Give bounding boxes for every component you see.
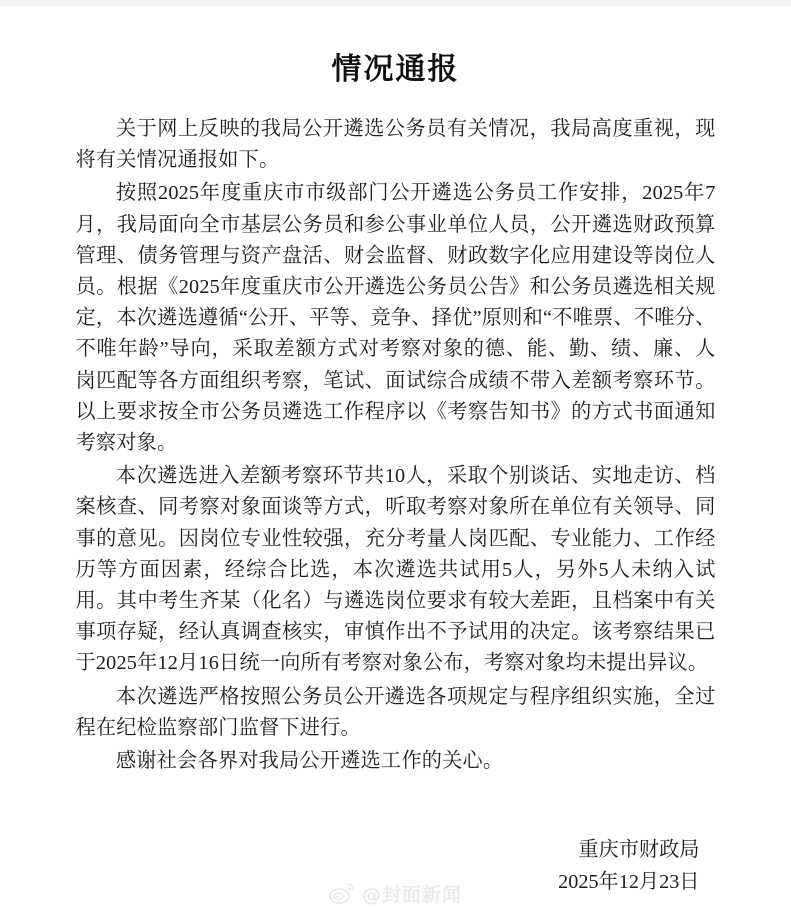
paragraph-5: 感谢社会各界对我局公开遴选工作的关心。	[115, 750, 504, 773]
paragraph-3: 本次遴选进入差额考察环节共10人，采取个别谈话、实地走访、档案核查、同考察对象面谈等方式，听取考察对象所在单位有关领导、同事的意见。因岗位专业性较强，充分考量人岗匹配、专业能力、工作经历等方面因素，经综合比选，本次遴选共试用5人，另外5人未纳入试用。其中考生齐某（化名）与遴选岗位要求有较大差距，且档案中有关事项存疑，经认真调查核实，审慎作出不予试用的决定。该考察结果已于2025年12月16日统一向所有考察对象公布，考察对象均未提出异议。	[75, 465, 716, 675]
watermark	[0, 876, 791, 910]
paragraph-1: 关于网上反映的我局公开遴选公务员有关情况，我局高度重视，现将有关情况通报如下。	[75, 118, 716, 172]
signature-organization: 重庆市财政局	[578, 839, 700, 862]
weibo-logo-icon	[329, 882, 355, 904]
document-page	[0, 6, 791, 910]
signature-date: 2025年12月23日	[558, 870, 700, 893]
page-title: 情况通报	[331, 52, 460, 87]
paragraph-2: 按照2025年度重庆市市级部门公开遴选公务员工作安排，2025年7月，我局面向全市基层公务员和参公事业单位人员，公开遴选财政预算管理、债务管理与资产盘活、财会监督、财政数字化应用建设等岗位人员。根据《2025年度重庆市公开遴选公务员公告》和公务员遴选相关规定，本次遴选遵循“公开、平等、竞争、择优”原则和“不唯票、不唯分、不唯年龄”导向，采取差额方式对考察对象的德、能、勤、绩、廉、人岗匹配等各方面组织考察，笔试、面试综合成绩不带入差额考察环节。以上要求按全市公务员遴选工作程序以《考察告知书》的方式书面通知考察对象。	[75, 182, 716, 455]
paragraph-4: 本次遴选严格按照公务员公开遴选各项规定与程序组织实施，全过程在纪检监察部门监督下进行。	[75, 685, 716, 739]
document-body	[76, 88, 716, 777]
watermark-text: @封面新闻	[361, 883, 462, 906]
